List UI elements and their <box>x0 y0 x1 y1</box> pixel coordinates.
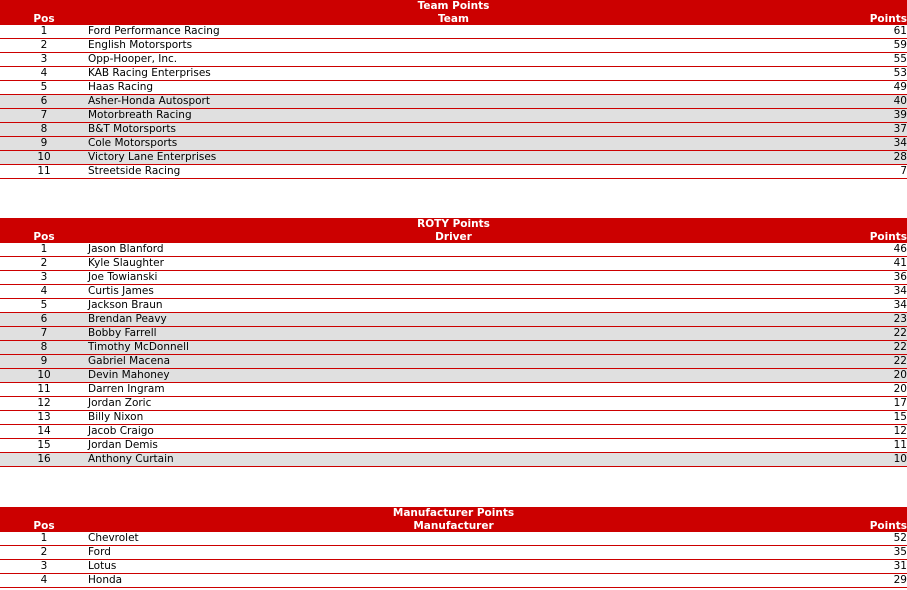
position-cell: 9 <box>40 355 48 367</box>
position-cell: 10 <box>37 369 51 381</box>
position-cell: 10 <box>37 151 51 163</box>
points-cell: 37 <box>893 123 907 135</box>
points-cell: 10 <box>893 453 907 465</box>
points-cell: 39 <box>893 109 907 121</box>
column-header-points: Points <box>869 13 907 25</box>
table-row <box>0 397 907 411</box>
table-row <box>0 285 907 299</box>
team-points-title: Team Points <box>417 0 490 12</box>
name-cell: Ford Performance Racing <box>88 25 220 37</box>
table-row <box>0 546 907 560</box>
table-row <box>0 39 907 53</box>
points-cell: 20 <box>893 383 907 395</box>
table-row <box>0 299 907 313</box>
column-header-manufacturer: Manufacturer <box>413 520 494 532</box>
table-row <box>0 439 907 453</box>
manufacturer-points-title: Manufacturer Points <box>392 507 515 519</box>
table-row <box>0 327 907 341</box>
team-points-header <box>0 0 907 25</box>
points-cell: 12 <box>893 425 907 437</box>
table-row <box>0 532 907 546</box>
team-points-rows <box>0 25 907 179</box>
points-cell: 31 <box>893 560 907 572</box>
name-cell: Motorbreath Racing <box>88 109 192 121</box>
points-cell: 7 <box>900 165 907 177</box>
position-cell: 7 <box>40 327 48 339</box>
points-cell: 29 <box>893 574 907 586</box>
name-cell: Devin Mahoney <box>88 369 170 381</box>
position-cell: 4 <box>40 67 48 79</box>
table-row <box>0 243 907 257</box>
points-cell: 23 <box>893 313 907 325</box>
name-cell: Haas Racing <box>88 81 154 93</box>
manufacturer-points-rows <box>0 532 907 588</box>
manufacturer-points-table <box>0 507 907 588</box>
position-cell: 6 <box>40 313 48 325</box>
points-cell: 46 <box>893 243 907 255</box>
position-cell: 3 <box>40 271 48 283</box>
position-cell: 8 <box>40 123 48 135</box>
points-cell: 40 <box>893 95 907 107</box>
position-cell: 16 <box>37 453 51 465</box>
table-row <box>0 123 907 137</box>
name-cell: Timothy McDonnell <box>88 341 189 353</box>
table-row <box>0 165 907 179</box>
points-cell: 34 <box>893 285 907 297</box>
table-row <box>0 574 907 588</box>
table-row <box>0 271 907 285</box>
name-cell: B&T Motorsports <box>88 123 176 135</box>
points-cell: 17 <box>893 397 907 409</box>
points-cell: 49 <box>893 81 907 93</box>
name-cell: Cole Motorsports <box>88 137 178 149</box>
table-row <box>0 67 907 81</box>
name-cell: Joe Towianski <box>88 271 158 283</box>
position-cell: 5 <box>40 299 48 311</box>
position-cell: 12 <box>37 397 51 409</box>
position-cell: 1 <box>40 25 48 37</box>
name-cell: Jordan Zoric <box>88 397 152 409</box>
table-row <box>0 560 907 574</box>
name-cell: English Motorsports <box>88 39 193 51</box>
position-cell: 1 <box>40 243 48 255</box>
position-cell: 15 <box>37 439 51 451</box>
name-cell: Kyle Slaughter <box>88 257 164 269</box>
points-cell: 36 <box>893 271 907 283</box>
name-cell: Victory Lane Enterprises <box>88 151 217 163</box>
points-cell: 55 <box>893 53 907 65</box>
name-cell: Jackson Braun <box>88 299 163 311</box>
position-cell: 2 <box>40 39 48 51</box>
points-cell: 34 <box>893 299 907 311</box>
roty-points-header <box>0 218 907 243</box>
points-cell: 11 <box>893 439 907 451</box>
points-cell: 22 <box>893 327 907 339</box>
table-row <box>0 411 907 425</box>
position-cell: 6 <box>40 95 48 107</box>
manufacturer-points-header <box>0 507 907 532</box>
table-row <box>0 81 907 95</box>
table-row <box>0 257 907 271</box>
roty-points-title: ROTY Points <box>417 218 490 230</box>
name-cell: Chevrolet <box>88 532 139 544</box>
position-cell: 1 <box>40 532 48 544</box>
name-cell: Bobby Farrell <box>88 327 157 339</box>
column-header-points: Points <box>869 231 907 243</box>
name-cell: Anthony Curtain <box>88 453 174 465</box>
position-cell: 5 <box>40 81 48 93</box>
position-cell: 2 <box>40 546 48 558</box>
name-cell: Jordan Demis <box>88 439 158 451</box>
column-header-points: Points <box>869 520 907 532</box>
table-row <box>0 383 907 397</box>
table-row <box>0 25 907 39</box>
name-cell: Gabriel Macena <box>88 355 171 367</box>
table-row <box>0 95 907 109</box>
name-cell: Billy Nixon <box>88 411 144 423</box>
name-cell: Streetside Racing <box>88 165 181 177</box>
points-cell: 52 <box>893 532 907 544</box>
name-cell: Brendan Peavy <box>88 313 167 325</box>
points-cell: 34 <box>893 137 907 149</box>
column-header-pos: Pos <box>33 520 55 532</box>
position-cell: 4 <box>40 574 48 586</box>
table-row <box>0 369 907 383</box>
table-row <box>0 109 907 123</box>
name-cell: Opp-Hooper, Inc. <box>88 53 178 65</box>
position-cell: 13 <box>37 411 51 423</box>
points-cell: 22 <box>893 341 907 353</box>
team-points-table <box>0 0 907 179</box>
table-row <box>0 425 907 439</box>
name-cell: Asher-Honda Autosport <box>88 95 210 107</box>
table-row <box>0 151 907 165</box>
name-cell: Ford <box>88 546 111 558</box>
points-cell: 22 <box>893 355 907 367</box>
roty-points-rows <box>0 243 907 467</box>
name-cell: KAB Racing Enterprises <box>88 67 211 79</box>
position-cell: 7 <box>40 109 48 121</box>
name-cell: Curtis James <box>88 285 154 297</box>
table-row <box>0 453 907 467</box>
position-cell: 4 <box>40 285 48 297</box>
column-header-pos: Pos <box>33 13 55 25</box>
table-row <box>0 341 907 355</box>
roty-points-table <box>0 218 907 467</box>
points-cell: 20 <box>893 369 907 381</box>
name-cell: Darren Ingram <box>88 383 165 395</box>
points-cell: 61 <box>893 25 907 37</box>
position-cell: 3 <box>40 53 48 65</box>
name-cell: Jacob Craigo <box>88 425 154 437</box>
position-cell: 14 <box>37 425 51 437</box>
points-cell: 35 <box>893 546 907 558</box>
position-cell: 8 <box>40 341 48 353</box>
position-cell: 3 <box>40 560 48 572</box>
table-row <box>0 355 907 369</box>
table-row <box>0 53 907 67</box>
points-cell: 59 <box>893 39 907 51</box>
column-header-team: Team <box>438 13 469 25</box>
points-cell: 53 <box>893 67 907 79</box>
points-cell: 41 <box>893 257 907 269</box>
column-header-pos: Pos <box>33 231 55 243</box>
table-row <box>0 313 907 327</box>
position-cell: 2 <box>40 257 48 269</box>
table-row <box>0 137 907 151</box>
points-cell: 15 <box>893 411 907 423</box>
points-cell: 28 <box>893 151 907 163</box>
position-cell: 11 <box>37 383 51 395</box>
position-cell: 9 <box>40 137 48 149</box>
position-cell: 11 <box>37 165 51 177</box>
column-header-driver: Driver <box>435 231 472 243</box>
name-cell: Honda <box>88 574 123 586</box>
name-cell: Lotus <box>88 560 117 572</box>
name-cell: Jason Blanford <box>88 243 164 255</box>
